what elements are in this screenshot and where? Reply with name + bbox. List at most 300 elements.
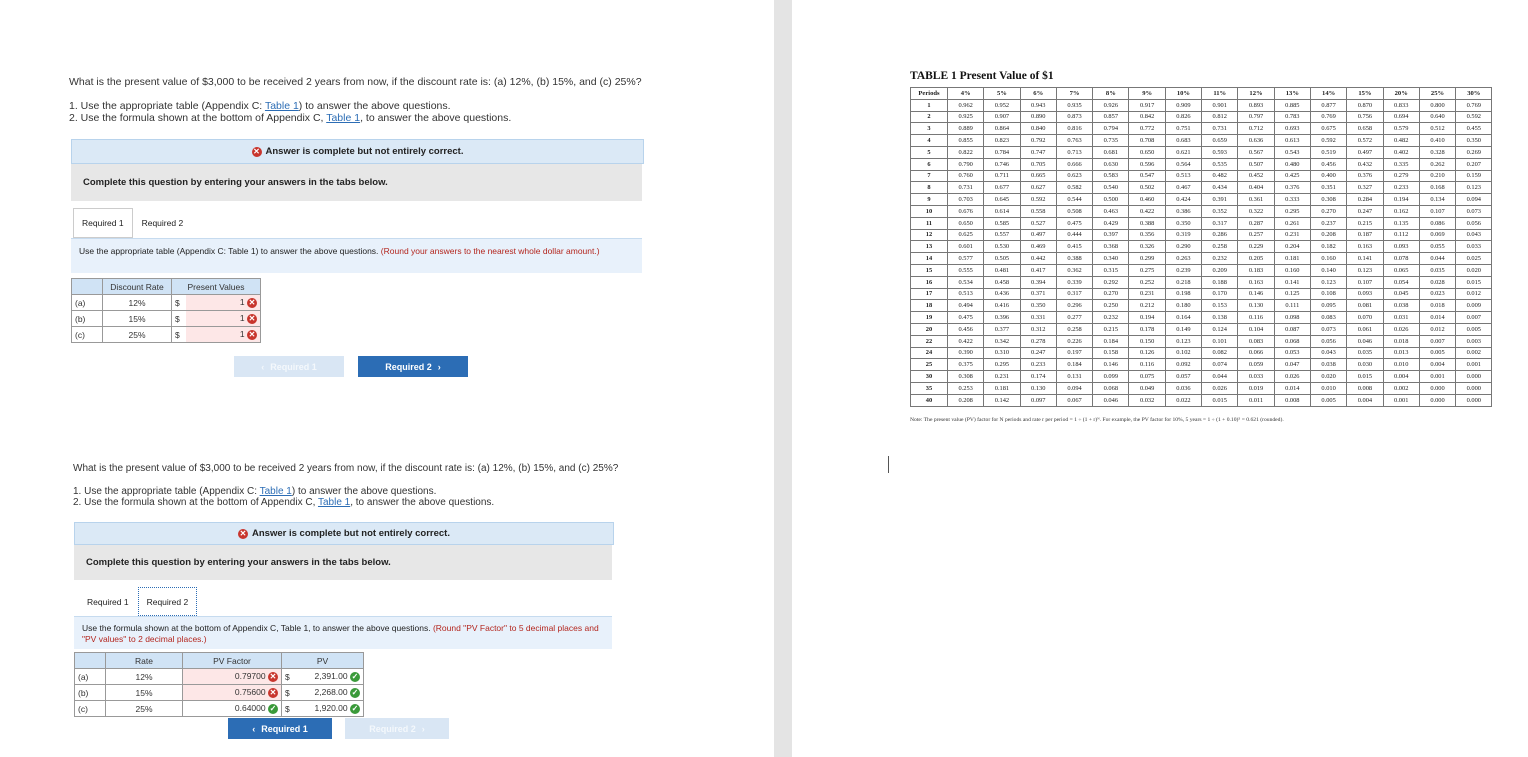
factor-cell: 0.909 [1165, 99, 1201, 111]
present-value-input[interactable]: 1 ✕ [186, 295, 261, 311]
factor-cell: 0.012 [1419, 323, 1455, 335]
factor-cell: 0.033 [1238, 371, 1274, 383]
error-icon: ✕ [248, 298, 256, 307]
table-row [911, 158, 1492, 170]
factor-cell: 0.098 [1274, 312, 1310, 324]
factor-cell: 0.497 [1347, 146, 1383, 158]
factor-cell: 0.424 [1165, 194, 1201, 206]
factor-cell: 0.396 [984, 312, 1020, 324]
period-cell: 40 [911, 394, 948, 406]
factor-cell: 0.038 [1383, 300, 1419, 312]
factor-cell: 0.842 [1129, 111, 1165, 123]
chevron-right-icon: › [421, 723, 425, 734]
factor-cell: 0.232 [1093, 312, 1129, 324]
required2-instruction: Use the formula shown at the bottom of Appendix C, Table 1, to answer the above questions. (Round "PV Factor" to 5 decimal places and "PV values" to 2 decimal places.) [74, 616, 612, 649]
factor-cell: 0.756 [1347, 111, 1383, 123]
pane-divider[interactable] [774, 0, 792, 757]
factor-cell: 0.269 [1456, 146, 1492, 158]
factor-cell: 0.513 [1165, 170, 1201, 182]
factor-cell: 0.033 [1456, 241, 1492, 253]
table-row [911, 335, 1492, 347]
tab-required-2[interactable]: Required 2 [138, 587, 198, 616]
factor-cell: 0.519 [1310, 146, 1346, 158]
factor-cell: 0.794 [1093, 123, 1129, 135]
factor-cell: 0.308 [948, 371, 984, 383]
factor-cell: 0.008 [1274, 394, 1310, 406]
factor-cell: 0.020 [1310, 371, 1346, 383]
table-row [911, 253, 1492, 265]
table-row [911, 170, 1492, 182]
factor-cell: 0.083 [1238, 335, 1274, 347]
factor-cell: 0.658 [1347, 123, 1383, 135]
factor-cell: 0.046 [1347, 335, 1383, 347]
factor-cell: 0.613 [1274, 135, 1310, 147]
factor-cell: 0.614 [984, 205, 1020, 217]
table-row [911, 382, 1492, 394]
factor-cell: 0.210 [1419, 170, 1455, 182]
factor-cell: 0.295 [984, 359, 1020, 371]
factor-cell: 0.158 [1093, 347, 1129, 359]
factor-cell: 0.142 [984, 394, 1020, 406]
present-value-input[interactable]: 1 ✕ [186, 327, 261, 343]
complete-instructions: Complete this question by entering your answers in the tabs below. [71, 164, 642, 201]
factor-cell: 0.375 [948, 359, 984, 371]
factor-cell: 0.877 [1310, 99, 1346, 111]
factor-cell: 0.004 [1419, 359, 1455, 371]
factor-cell: 0.184 [1056, 359, 1092, 371]
factor-cell: 0.226 [1056, 335, 1092, 347]
factor-cell: 0.731 [1202, 123, 1238, 135]
check-icon: ✓ [351, 672, 359, 681]
factor-cell: 0.708 [1129, 135, 1165, 147]
factor-cell: 0.943 [1020, 99, 1056, 111]
factor-cell: 0.094 [1056, 382, 1092, 394]
factor-cell: 0.544 [1056, 194, 1092, 206]
factor-cell: 0.623 [1056, 170, 1092, 182]
factor-cell: 0.073 [1456, 205, 1492, 217]
factor-cell: 0.422 [948, 335, 984, 347]
factor-cell: 0.004 [1383, 371, 1419, 383]
required1-instruction: Use the appropriate table (Appendix C: Table 1) to answer the above questions. (Round your answers to the nearest whole dollar amount.) [71, 238, 642, 273]
factor-cell: 0.592 [1310, 135, 1346, 147]
factor-cell: 0.508 [1056, 205, 1092, 217]
factor-cell: 0.116 [1129, 359, 1165, 371]
factor-cell: 0.676 [948, 205, 984, 217]
factor-cell: 0.015 [1202, 394, 1238, 406]
factor-cell: 0.170 [1202, 288, 1238, 300]
factor-cell: 0.455 [1456, 123, 1492, 135]
factor-cell: 0.925 [948, 111, 984, 123]
table-row [911, 194, 1492, 206]
factor-cell: 0.284 [1347, 194, 1383, 206]
pv-factor-input[interactable]: 0.79700 ✕ [183, 669, 282, 685]
factor-cell: 0.388 [1056, 253, 1092, 265]
factor-cell: 0.035 [1347, 347, 1383, 359]
factor-cell: 0.112 [1383, 229, 1419, 241]
factor-cell: 0.442 [1020, 253, 1056, 265]
factor-cell: 0.494 [948, 300, 984, 312]
factor-cell: 0.043 [1310, 347, 1346, 359]
col-present-values: Present Values [172, 279, 261, 295]
factor-cell: 0.390 [948, 347, 984, 359]
tab-bar [78, 587, 197, 616]
factor-cell: 0.031 [1383, 312, 1419, 324]
period-cell: 17 [911, 288, 948, 300]
instruction-item-2: 2. Use the formula shown at the bottom of Appendix C, Table 1, to answer the above questions. [73, 497, 495, 508]
factor-cell: 0.277 [1056, 312, 1092, 324]
error-icon: ✕ [269, 672, 277, 681]
factor-cell: 0.159 [1456, 170, 1492, 182]
factor-cell: 0.044 [1419, 253, 1455, 265]
factor-cell: 0.339 [1056, 276, 1092, 288]
factor-cell: 0.162 [1383, 205, 1419, 217]
next-required-2-button[interactable]: Required 2 › [358, 356, 468, 377]
col-pv-factor: PV Factor [183, 653, 282, 669]
factor-cell: 0.005 [1419, 347, 1455, 359]
factor-cell: 0.812 [1202, 111, 1238, 123]
required1-table [71, 278, 261, 343]
factor-cell: 0.231 [1274, 229, 1310, 241]
factor-cell: 0.229 [1238, 241, 1274, 253]
factor-cell: 0.123 [1456, 182, 1492, 194]
factor-cell: 0.054 [1383, 276, 1419, 288]
factor-cell: 0.061 [1347, 323, 1383, 335]
factor-cell: 0.000 [1456, 382, 1492, 394]
table-row [911, 182, 1492, 194]
factor-cell: 0.564 [1165, 158, 1201, 170]
factor-cell: 0.188 [1202, 276, 1238, 288]
text-cursor [888, 456, 889, 473]
factor-cell: 0.299 [1129, 253, 1165, 265]
error-icon: ✕ [269, 688, 277, 697]
factor-cell: 0.769 [1310, 111, 1346, 123]
factor-cell: 0.735 [1093, 135, 1129, 147]
table-row [911, 229, 1492, 241]
factor-cell: 0.593 [1202, 146, 1238, 158]
pv-factor-input[interactable]: 0.75600 ✕ [183, 685, 282, 701]
factor-cell: 0.327 [1347, 182, 1383, 194]
factor-cell: 0.000 [1419, 394, 1455, 406]
factor-cell: 0.456 [948, 323, 984, 335]
header-rate: 10% [1165, 88, 1201, 100]
factor-cell: 0.164 [1165, 312, 1201, 324]
table-row [911, 217, 1492, 229]
factor-cell: 0.415 [1056, 241, 1092, 253]
factor-cell: 0.204 [1274, 241, 1310, 253]
table-row [911, 264, 1492, 276]
factor-cell: 0.630 [1093, 158, 1129, 170]
factor-cell: 0.530 [984, 241, 1020, 253]
factor-cell: 0.322 [1238, 205, 1274, 217]
factor-cell: 0.500 [1093, 194, 1129, 206]
factor-cell: 0.035 [1419, 264, 1455, 276]
factor-cell: 0.326 [1129, 241, 1165, 253]
factor-cell: 0.108 [1310, 288, 1346, 300]
factor-cell: 0.231 [1129, 288, 1165, 300]
factor-cell: 0.436 [984, 288, 1020, 300]
factor-cell: 0.816 [1056, 123, 1092, 135]
factor-cell: 0.247 [1020, 347, 1056, 359]
factor-cell: 0.917 [1129, 99, 1165, 111]
factor-cell: 0.317 [1056, 288, 1092, 300]
factor-cell: 0.404 [1238, 182, 1274, 194]
factor-cell: 0.194 [1383, 194, 1419, 206]
factor-cell: 0.769 [1456, 99, 1492, 111]
factor-cell: 0.043 [1456, 229, 1492, 241]
table1-link[interactable]: Table 1 [317, 497, 351, 508]
factor-cell: 0.013 [1383, 347, 1419, 359]
factor-cell: 0.592 [1456, 111, 1492, 123]
tab-required-1[interactable]: Required 1 [73, 208, 133, 238]
chevron-right-icon: › [437, 361, 441, 372]
factor-cell: 0.233 [1020, 359, 1056, 371]
pv-input[interactable]: 2,391.00 ✓ [296, 669, 364, 685]
header-periods: Periods [911, 88, 948, 100]
factor-cell: 0.130 [1238, 300, 1274, 312]
table-row: (b) 15% 0.75600 ✕ $ 2,268.00 ✓ [75, 685, 364, 701]
factor-cell: 0.146 [1238, 288, 1274, 300]
factor-cell: 0.460 [1129, 194, 1165, 206]
table1-link[interactable]: Table 1 [326, 112, 361, 124]
period-cell: 12 [911, 229, 948, 241]
factor-cell: 0.784 [984, 146, 1020, 158]
col-rate: Rate [106, 653, 183, 669]
factor-cell: 0.270 [1093, 288, 1129, 300]
factor-cell: 0.416 [984, 300, 1020, 312]
factor-cell: 0.215 [1093, 323, 1129, 335]
factor-cell: 0.209 [1202, 264, 1238, 276]
factor-cell: 0.059 [1238, 359, 1274, 371]
factor-cell: 0.138 [1202, 312, 1238, 324]
table-row [911, 359, 1492, 371]
prev-required-1-button[interactable]: ‹ Required 1 [234, 356, 344, 377]
factor-cell: 0.547 [1129, 170, 1165, 182]
factor-cell: 0.783 [1274, 111, 1310, 123]
present-value-input[interactable]: 1 ✕ [186, 311, 261, 327]
factor-cell: 0.123 [1347, 264, 1383, 276]
period-cell: 18 [911, 300, 948, 312]
factor-cell: 0.278 [1020, 335, 1056, 347]
factor-cell: 0.237 [1310, 217, 1346, 229]
factor-cell: 0.095 [1310, 300, 1346, 312]
table-note: Note: The present value (PV) factor for N periods and rate r per period = 1 ÷ (1 + r)ᴺ. For example, the PV factor for 10%, 5 years = 1 ÷ (1 + 0.10)⁵ = 0.621 (rounded). [910, 417, 1284, 423]
factor-cell: 0.286 [1202, 229, 1238, 241]
factor-cell: 0.001 [1419, 371, 1455, 383]
factor-cell: 0.068 [1274, 335, 1310, 347]
factor-cell: 0.160 [1310, 253, 1346, 265]
factor-cell: 0.683 [1165, 135, 1201, 147]
error-icon: ✕ [239, 528, 247, 538]
factor-cell: 0.376 [1347, 170, 1383, 182]
factor-cell: 0.141 [1274, 276, 1310, 288]
col-pv: PV [282, 653, 364, 669]
factor-cell: 0.233 [1383, 182, 1419, 194]
factor-cell: 0.444 [1056, 229, 1092, 241]
factor-cell: 0.261 [1274, 217, 1310, 229]
factor-cell: 0.025 [1456, 253, 1492, 265]
header-rate: 25% [1419, 88, 1455, 100]
table-row [911, 394, 1492, 406]
col-discount-rate: Discount Rate [103, 279, 172, 295]
factor-cell: 0.279 [1383, 170, 1419, 182]
factor-cell: 0.083 [1310, 312, 1346, 324]
factor-cell: 0.026 [1383, 323, 1419, 335]
factor-cell: 0.087 [1274, 323, 1310, 335]
tab-required-2[interactable]: Required 2 [133, 208, 193, 238]
period-cell: 4 [911, 135, 948, 147]
table-header-row [911, 88, 1492, 100]
factor-cell: 0.864 [984, 123, 1020, 135]
factor-cell: 0.019 [1238, 382, 1274, 394]
factor-cell: 0.557 [984, 229, 1020, 241]
period-cell: 6 [911, 158, 948, 170]
factor-cell: 0.101 [1202, 335, 1238, 347]
factor-cell: 0.935 [1056, 99, 1092, 111]
factor-cell: 0.218 [1165, 276, 1201, 288]
table-row [911, 99, 1492, 111]
factor-cell: 0.231 [984, 371, 1020, 383]
factor-cell: 0.540 [1093, 182, 1129, 194]
factor-cell: 0.290 [1165, 241, 1201, 253]
factor-cell: 0.645 [984, 194, 1020, 206]
factor-cell: 0.123 [1165, 335, 1201, 347]
factor-cell: 0.467 [1165, 182, 1201, 194]
factor-cell: 0.153 [1202, 300, 1238, 312]
factor-cell: 0.315 [1093, 264, 1129, 276]
factor-cell: 0.601 [948, 241, 984, 253]
factor-cell: 0.555 [948, 264, 984, 276]
factor-cell: 0.901 [1202, 99, 1238, 111]
factor-cell: 0.208 [1310, 229, 1346, 241]
prev-required-1-button[interactable]: ‹ Required 1 [228, 718, 332, 739]
period-cell: 19 [911, 312, 948, 324]
factor-cell: 0.857 [1093, 111, 1129, 123]
factor-cell: 0.665 [1020, 170, 1056, 182]
factor-cell: 0.107 [1419, 205, 1455, 217]
factor-cell: 0.397 [1093, 229, 1129, 241]
factor-cell: 0.069 [1419, 229, 1455, 241]
tab-required-1[interactable]: Required 1 [78, 587, 138, 616]
table-row [911, 146, 1492, 158]
factor-cell: 0.140 [1310, 264, 1346, 276]
factor-cell: 0.028 [1419, 276, 1455, 288]
factor-cell: 0.475 [948, 312, 984, 324]
factor-cell: 0.239 [1165, 264, 1201, 276]
factor-cell: 0.163 [1347, 241, 1383, 253]
factor-cell: 0.585 [984, 217, 1020, 229]
pv-input[interactable]: 1,920.00 ✓ [296, 701, 364, 717]
factor-cell: 0.183 [1238, 264, 1274, 276]
factor-cell: 0.312 [1020, 323, 1056, 335]
factor-cell: 0.463 [1093, 205, 1129, 217]
period-cell: 2 [911, 111, 948, 123]
factor-cell: 0.065 [1383, 264, 1419, 276]
factor-cell: 0.102 [1165, 347, 1201, 359]
question-text-2: What is the present value of $3,000 to be received 2 years from now, if the discount rate is: (a) 12%, (b) 15%, and (c) 25%? [73, 463, 619, 474]
table-row [911, 241, 1492, 253]
factor-cell: 0.572 [1347, 135, 1383, 147]
factor-cell: 0.163 [1238, 276, 1274, 288]
factor-cell: 0.310 [984, 347, 1020, 359]
complete-instructions: Complete this question by entering your answers in the tabs below. [74, 545, 612, 580]
next-required-2-button[interactable]: Required 2 › [345, 718, 449, 739]
factor-cell: 0.257 [1238, 229, 1274, 241]
factor-cell: 0.432 [1347, 158, 1383, 170]
table-row [911, 135, 1492, 147]
factor-cell: 0.023 [1419, 288, 1455, 300]
factor-cell: 0.187 [1347, 229, 1383, 241]
factor-cell: 0.351 [1310, 182, 1346, 194]
factor-cell: 0.258 [1056, 323, 1092, 335]
factor-cell: 0.194 [1129, 312, 1165, 324]
header-rate: 6% [1020, 88, 1056, 100]
factor-cell: 0.056 [1310, 335, 1346, 347]
factor-cell: 0.543 [1274, 146, 1310, 158]
factor-cell: 0.066 [1238, 347, 1274, 359]
pv-factor-input[interactable]: 0.64000 ✓ [183, 701, 282, 717]
factor-cell: 0.889 [948, 123, 984, 135]
factor-cell: 0.295 [1274, 205, 1310, 217]
factor-cell: 0.104 [1238, 323, 1274, 335]
factor-cell: 0.361 [1238, 194, 1274, 206]
factor-cell: 0.135 [1383, 217, 1419, 229]
factor-cell: 0.870 [1347, 99, 1383, 111]
factor-cell: 0.000 [1419, 382, 1455, 394]
period-cell: 3 [911, 123, 948, 135]
factor-cell: 0.627 [1020, 182, 1056, 194]
header-rate: 12% [1238, 88, 1274, 100]
factor-cell: 0.003 [1456, 335, 1492, 347]
table1-link[interactable]: Table 1 [259, 486, 292, 497]
factor-cell: 0.253 [948, 382, 984, 394]
header-rate: 15% [1347, 88, 1383, 100]
factor-cell: 0.160 [1274, 264, 1310, 276]
factor-cell: 0.053 [1274, 347, 1310, 359]
factor-cell: 0.567 [1238, 146, 1274, 158]
table-row [911, 205, 1492, 217]
factor-cell: 0.215 [1347, 217, 1383, 229]
factor-cell: 0.400 [1310, 170, 1346, 182]
pv-input[interactable]: 2,268.00 ✓ [296, 685, 364, 701]
table1-link[interactable]: Table 1 [264, 100, 299, 112]
factor-cell: 0.038 [1310, 359, 1346, 371]
table-row [911, 123, 1492, 135]
factor-cell: 0.116 [1238, 312, 1274, 324]
factor-cell: 0.513 [948, 288, 984, 300]
factor-cell: 0.262 [1419, 158, 1455, 170]
factor-cell: 0.308 [1310, 194, 1346, 206]
factor-cell: 0.126 [1129, 347, 1165, 359]
factor-cell: 0.621 [1165, 146, 1201, 158]
factor-cell: 0.000 [1456, 394, 1492, 406]
header-rate: 7% [1056, 88, 1092, 100]
factor-cell: 0.005 [1310, 394, 1346, 406]
factor-cell: 0.099 [1093, 371, 1129, 383]
period-cell: 7 [911, 170, 948, 182]
factor-cell: 0.331 [1020, 312, 1056, 324]
factor-cell: 0.045 [1383, 288, 1419, 300]
factor-cell: 0.010 [1383, 359, 1419, 371]
factor-cell: 0.456 [1310, 158, 1346, 170]
table-row [911, 371, 1492, 383]
table-row: (a) 12% 0.79700 ✕ $ 2,391.00 ✓ [75, 669, 364, 685]
header-rate: 4% [948, 88, 984, 100]
factor-cell: 0.505 [984, 253, 1020, 265]
factor-cell: 0.356 [1129, 229, 1165, 241]
factor-cell: 0.007 [1456, 312, 1492, 324]
factor-cell: 0.659 [1202, 135, 1238, 147]
factor-cell: 0.579 [1383, 123, 1419, 135]
